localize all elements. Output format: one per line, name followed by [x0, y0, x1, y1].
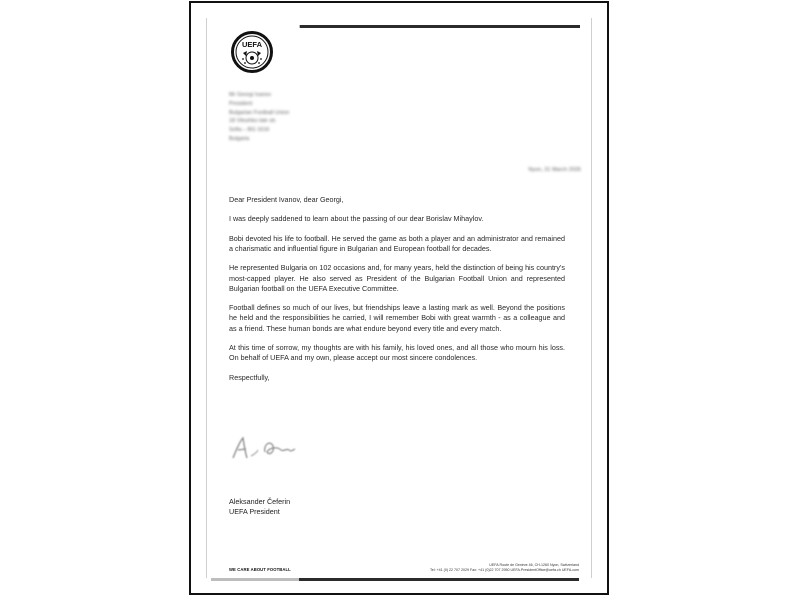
recipient-line: Bulgaria — [229, 135, 250, 142]
recipient-line: President — [229, 100, 253, 107]
signer-title: UEFA President — [229, 507, 280, 517]
body-paragraph: At this time of sorrow, my thoughts are with his family, his loved ones, and all those who mourn his loss. On behalf of UEFA and my own, please accept our most sincere condolences. — [229, 342, 565, 363]
salutation: Dear President Ivanov, dear Georgi, — [229, 195, 344, 204]
body-paragraph: He represented Bulgaria on 102 occasions and, for many years, held the distinction of being his country’s most-capped player. He also served as President of the Bulgarian Football Union and represented Bulgarian football on the UEFA Executive Committee. — [229, 263, 565, 293]
letter-sheet — [206, 18, 592, 578]
signatory-block — [229, 497, 290, 517]
recipient-line: Bulgarian Football Union — [229, 109, 290, 116]
recipient-address — [229, 91, 379, 144]
recipient-line: Sofia – BG 1616 — [229, 127, 270, 134]
body-paragraph: I was deeply saddened to learn about the passing of our dear Borislav Mihaylov. — [229, 214, 484, 224]
handwritten-signature — [229, 430, 299, 469]
footer-contact-line: Tel: +41 (0) 22 707 2029 Fax: +41 (0)22 707 2950 UEFA.PresidentOffice@uefa.ch UEFA.com — [429, 568, 579, 572]
footer-rule-light — [211, 578, 301, 581]
letter-date: Nyon, 31 March 2026 — [528, 167, 581, 173]
signer-name: Aleksander Čeferin — [229, 497, 291, 506]
footer-rule-dark — [299, 578, 579, 581]
header-rule-dark — [300, 25, 580, 28]
uefa-logo — [231, 31, 273, 73]
uefa-logo-icon — [234, 34, 270, 70]
letter-body — [229, 195, 565, 392]
recipient-line: 18 Vitoshko lale str. — [229, 118, 277, 125]
footer-address — [389, 563, 579, 573]
footer-tagline: WE CARE ABOUT FOOTBALL — [229, 567, 291, 572]
footer-address-line: UEFA Route de Genève 46, CH-1260 Nyon, Switzerland — [489, 563, 579, 567]
body-paragraph: Football defines so much of our lives, but friendships leave a lasting mark as well. Beyond the positions he held and the responsibilities he carried, I will remember Bobi with great warmth - as a colleague and as a friend. These human bonds are what endure beyond every title and every match. — [229, 303, 565, 333]
closing: Respectfully, — [229, 372, 270, 382]
body-paragraph: Bobi devoted his life to football. He served the game as both a player and an administrator and remained a charismatic and influential figure in Bulgarian and European football for decades. — [229, 233, 565, 253]
recipient-line: Mr Georgi Ivanov — [229, 92, 272, 98]
letter-page — [189, 1, 609, 595]
logo-text: UEFA — [241, 40, 263, 49]
